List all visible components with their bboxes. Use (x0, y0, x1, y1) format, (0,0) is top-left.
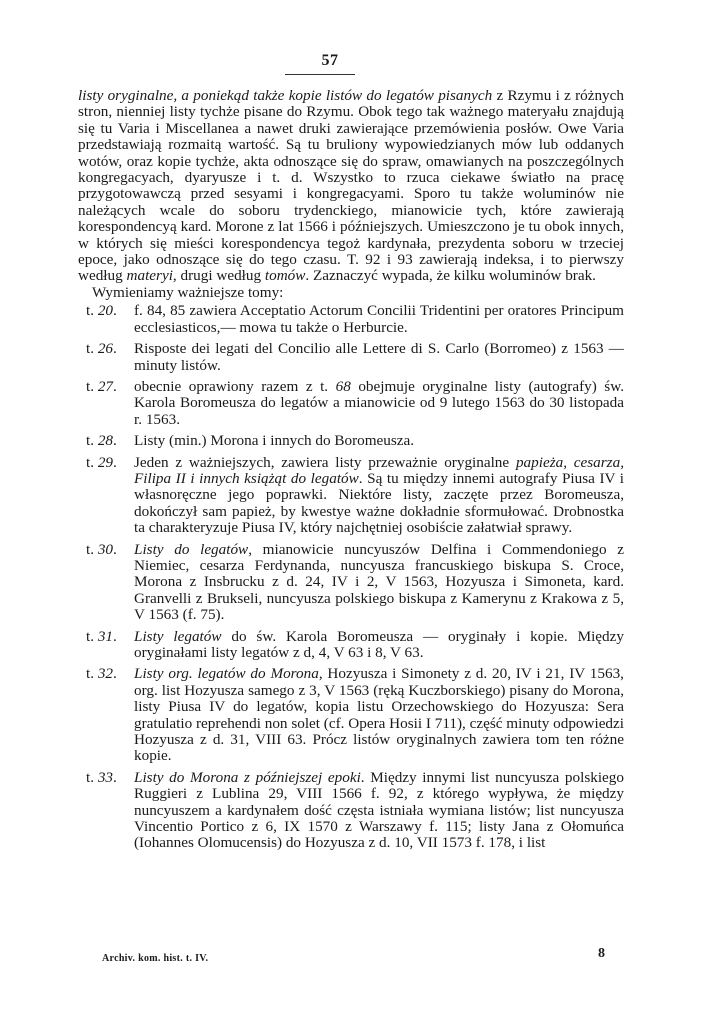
volume-entry (78, 542, 624, 624)
volume-prefix: t. (86, 540, 95, 558)
volume-description (134, 629, 624, 662)
footer-sheet-number: 8 (598, 946, 605, 961)
body-text (78, 88, 624, 857)
intro-text-b: , drugi według (172, 267, 265, 285)
volume-number-value: 20 (97, 302, 114, 320)
volume-entry (78, 770, 624, 852)
volume-text-italic: Listy legatów (134, 627, 222, 645)
volume-description (134, 379, 624, 428)
volume-description (134, 303, 624, 336)
volume-number: t. 29. (86, 453, 117, 471)
volume-entry (78, 433, 624, 449)
volume-text: f. 84, 85 zawiera Acceptatio Actorum Concilii Tridentini per oratores Principum ecclesiasticos,— mowa tu także o Herburcie. (134, 302, 624, 336)
volume-text: , Hozyusza i Simonety z d. 20, IV i 21, IV 1563, org. list Hozyusza samego z 3, V 1563 (ręką Kuczborskiego) pisany do Morona, listy Piusa IV do legatów, kopia listu Orzechowskiego do Hozyusza: Sera gratulatio reprehendi non solet (cf. Opera Hosii I 711), część minuty odpowiedzi Hozyusza z d. 31, VIII 63. Prócz listów oryginalnych zawiera tom ten różne kopie. (134, 665, 624, 765)
intro-text-c: . Zaznaczyć wypada, że kilku woluminów brak. (305, 267, 596, 285)
volume-number: t. 32. (86, 665, 117, 683)
volume-prefix: t. (86, 453, 95, 471)
volume-number: t. 33. (86, 768, 117, 786)
volume-description (134, 666, 624, 764)
footer-signature: Archiv. kom. hist. t. IV. (102, 953, 209, 964)
volume-list (78, 303, 624, 852)
volume-number-value: 33 (97, 768, 114, 786)
volume-entry (78, 455, 624, 537)
intro-italic-tomow: tomów (264, 267, 306, 285)
volume-entry (78, 303, 624, 336)
volume-description (134, 770, 624, 852)
page-number-rule (285, 74, 355, 75)
volume-text: . Między innymi list nuncyusza polskiego Ruggieri z Lublina 29, VIII 1566 f. 92, z którego wypływa, że między nuncyuszem a kardynałem dość częsta istniała wymiana listów; list nuncyusza Vincentio Portico z 6, IX 1570 z Warszawy f. 115; listy Jana z Ołomuńca (Iohannes Olomucensis) do Hozyusza z d. 10, VII 1573 f. 178, i list (134, 768, 624, 852)
intro-paragraph (78, 88, 624, 285)
volume-entry (78, 666, 624, 764)
volume-number-value: 27 (97, 377, 114, 395)
intro-italic-materyi: materyi (126, 267, 173, 285)
volume-text: do św. Karola Boromeusza — oryginały i kopie. Między oryginałami listy legatów z d, 4, V 63 i 8, V 63. (134, 627, 624, 661)
intro-italic-lead: listy oryginalne, a poniekąd także kopie listów do legatów pisanych (78, 87, 493, 104)
volume-text-italic: papieża, cesarza, Filipa II i innych książąt do legatów (134, 453, 624, 487)
volume-number-value: 29 (97, 453, 114, 471)
volume-text: obecnie oprawiony razem z t. (134, 377, 336, 395)
volume-text: Listy (min.) Morona i innych do Boromeusza. (134, 432, 415, 450)
volume-number: t. 30. (86, 540, 117, 558)
volume-text: . Są tu między innemi autografy Piusa IV i własnoręczne jego poprawki. Niektóre listy, zaczęte przez Boromeusza, dokończył sam papież, by kwestye ważne dokładnie sformułować. Drobnostka ta charakteryzuje Piusa IV, który najchętniej osobiście załatwiał sprawy. (134, 469, 624, 537)
volume-number: t. 31. (86, 627, 117, 645)
volume-prefix: t. (86, 377, 95, 395)
volume-prefix: t. (86, 665, 95, 683)
volume-text-italic: Listy org. legatów do Morona (134, 665, 319, 683)
volume-prefix: t. (86, 627, 95, 645)
volume-entry (78, 341, 624, 374)
volume-number-value: 31 (97, 627, 114, 645)
volume-prefix: t. (86, 432, 95, 450)
volume-description (134, 455, 624, 537)
intro-text-a: z Rzymu i z różnych stron, nienniej listy tychże pisane do Rzymu. Obok tego tak ważnego materyału znajdują się tu Varia i Miscellanea a nawet druki zawierające przemówienia posłów. Owe Varia przedstawiają rozmaitą wartość. Są tu bruliony wypowiedzianych mów lub oddanych wotów, oraz kopie tychże, akta odnoszące się do spraw, omawianych na poszczególnych kongregacyach, dyaryusze i t. d. Wszystko to rzuca ciekawe światło na pracę przygotowawczą przed sesyami i kongregacyami. Sporo tu także woluminów nie należących wcale do soboru trydenckiego, mianowicie tych, które zawierają korespondencyą kard. Morone z lat 1566 i późniejszych. Umieszczono je tu obok innych, w których się mieści korespondencya tegoż kardynała, prezydenta soboru w trzeciej epoce, jako odnoszące się do tego czasu. T. 92 i 93 zawierają indeksa, i to pierwszy według (78, 87, 624, 285)
volume-number-value: 26 (97, 340, 114, 358)
volume-entry (78, 629, 624, 662)
volume-number: t. 27. (86, 377, 117, 395)
volume-prefix: t. (86, 302, 95, 320)
volume-number: t. 26. (86, 340, 117, 358)
volume-number: t. 28. (86, 432, 117, 450)
volume-text: Risposte dei legati del Concilio alle Lettere di S. Carlo (Borromeo) z 1563 — minuty listów. (134, 340, 624, 374)
volume-number-value: 28 (97, 432, 114, 450)
volume-entry (78, 379, 624, 428)
volume-number-value: 32 (97, 665, 114, 683)
volumes-heading: Wymieniamy ważniejsze tomy: (92, 283, 284, 301)
volume-text-italic: Listy do Morona z późniejszej epoki (134, 768, 361, 786)
volume-number: t. 20. (86, 302, 117, 320)
volume-text: Jeden z ważniejszych, zawiera listy przeważnie oryginalne (134, 453, 516, 471)
volume-description (134, 433, 624, 449)
volume-prefix: t. (86, 768, 95, 786)
volume-text-italic: 68 (335, 377, 351, 395)
page-number: 57 (321, 52, 339, 69)
volume-text: obejmuje oryginalne listy (autografy) św. Karola Boromeusza do legatów a mianowicie od 9 lutego 1563 do 30 listopada r. 1563. (134, 377, 624, 428)
volume-number-value: 30 (97, 540, 114, 558)
volume-prefix: t. (86, 340, 95, 358)
volume-text: , mianowicie nuncyuszów Delfina i Commendoniego z Niemiec, cesarza Ferdynanda, nuncyusza francuskiego biskupa S. Croce, Morona z Insbrucku z d. 24, IV i 2, V 1563, Hozyusza i Simoneta, kard. Granvelli z Brukseli, nuncyusza polskiego biskupa z Kamerynu z Krakowa z 5, V 1563 (f. 75). (134, 540, 624, 624)
volume-text-italic: Listy do legatów (134, 540, 249, 558)
volume-description (134, 542, 624, 624)
volume-description (134, 341, 624, 374)
